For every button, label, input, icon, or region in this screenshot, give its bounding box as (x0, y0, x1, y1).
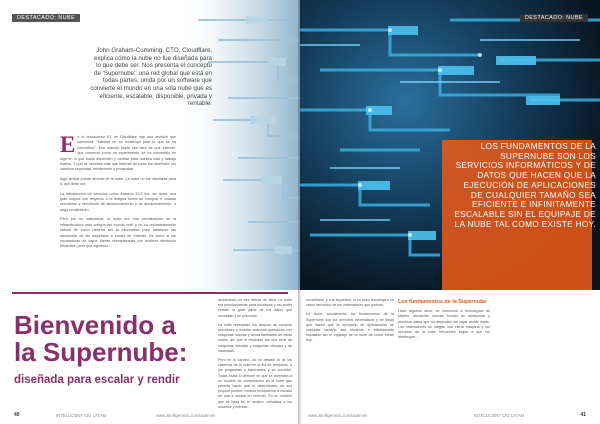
body-column-1 (60, 132, 176, 254)
section-subheading: Los fundamentos de la Supernube (398, 299, 487, 305)
subheadline: diseñada para escalar y rendir (14, 374, 180, 386)
website-link[interactable]: www.intelligentcio.com/latam-es (156, 413, 216, 418)
body-paragraph (60, 132, 176, 173)
body-paragraph: Pero por su naturaleza, la nube era una virtualización de la infraestructura más antigua del mundo real, y no un replanteamiento radical de cómo debería ser la informática para satisfacer las demandas de las empresas a escala de Internet. Es como si las locomotoras de vapor fueran reemplazadas por motores eléctricos eficientes, pero que siguieron... (60, 217, 176, 249)
body-column-4 (398, 298, 490, 344)
right-page (300, 0, 600, 424)
body-paragraph: La introducción de servicios como Amazon EC2 fue, sin duda, una gran mejora con respecto a la antigua forma de comprar e instalar servidores y servidores de almacenamiento y de almacenamiento, a largo rendimiento. (60, 191, 176, 212)
body-paragraph: Pero en el camino, su rol desafió el de las sistemas de la nube en la fila de territorios, a los programas y fabricantes y se convirtió. Todas estas lo afirman de que se inventara a un modelo de computación en la nube que permita hacer que lo determinado en sus propios puntos: centros productivos a escalar de una a escala en Internet. En un modelo que se basa en el usuario, virtualizar a los usuarios y fuerzan... (218, 358, 292, 409)
spread-gutter (298, 0, 302, 424)
headline-line: la Supernube: (14, 337, 188, 367)
body-paragraph: Hace algunos años, se mencionó a tecnologías de Marlen, desarrollo nuevas formas de almacenar y procesar datos que no dependen del lugar donde están. Los ordenadores de cargas una cierta máquina y los servicios de la nube frecuentes llegan a que los distribuyen... (398, 309, 490, 340)
section-tag: DESTACADO: NUBE (520, 14, 588, 22)
headline-line: Bienvenido a (14, 310, 176, 340)
website-link[interactable]: www.intelligentcio.com/latam-es (308, 413, 368, 418)
body-column-2 (218, 298, 292, 414)
intro-paragraph: John Graham-Cumming, CTO, Cloudflare, explica cómo la nube no fue diseñada para lo que debe ser. Nos presenta el concepto de 'Supernube': una red global que está en todas partes, unida por un software que convierte el mundo en una sola nube que es eficiente, escalable, disponible, privada y rentable. (90, 47, 212, 108)
magazine-name: INTELLIGENT CIO LATAM (474, 413, 525, 418)
body-paragraph: Algo similar puede decirse de la nube. La nube no fue diseñada para lo que debe ser. (60, 176, 176, 187)
body-paragraph: La nube reemplazó los bloques de comprar servidores e instalar sistemas operativos con máquinas nuevas y ahora familiares de estas nubes, así que el resultado fue una serie de máquinas virtuales y máquinas virtuales y de instancias. (218, 322, 292, 353)
circuit-illustration-left (178, 0, 300, 290)
body-column-3 (306, 298, 394, 348)
magazine-name: INTELLIGENT CIO LATAM (56, 413, 107, 418)
body-paragraph: arrastrando un tren detrás de ellos. La nube era principalmente para recolectar y así poder extraer la gran parte de los datos que necesitan y se procesan. (218, 298, 292, 318)
body-paragraph: La Nube: actualmente, los fundamentos de la Supernube son los servicios informáticos y de datos que hacen que la ejecución de aplicaciones de cualquier tamaño sea eficiente e infinitamente escalable sin el equipaje de la nube tal como existe hoy. (306, 312, 394, 343)
section-tag: DESTACADO: NUBE (12, 14, 80, 22)
headline-divider (12, 292, 288, 294)
headline (14, 312, 187, 366)
page-number: 40 (14, 412, 20, 418)
drop-cap: E (60, 132, 76, 157)
body-paragraph: encarrilado, y a la superficie, ni un poco tecnológico en vapor mecánico de los ordenadores que podrían. (306, 298, 394, 308)
page-number: 41 (580, 412, 586, 418)
pull-quote: LOS FUNDAMENTOS DE LA SUPERNUBE SON LOS SERVICIOS INFORMÁTICOS Y DE DATOS QUE HACEN QUE LA EJECUCIÓN DE APLICACIONES DE CUALQUIER TAMAÑO SEA EFICIENTE E INFINITAMENTE ESCALABLE SIN EL EQUIPAJE DE LA NUBE TAL COMO EXISTE HOY. (454, 141, 596, 229)
body-paragraph-text: n el documento 9.1 de Cloudflare hay una revisión que comienza: "Internet no se construyó para lo que se ha convertido". Esa oración capta esa idea de que Internet, que comenzó como un experimento, se ha convertido en algo en lo que todos dependen y confían para nuestra vida y trabajo diarios. Y que se necesita más que Internet tal como fue diseñado: los cambios seguridad, rendimiento y privacidad. (60, 135, 176, 172)
